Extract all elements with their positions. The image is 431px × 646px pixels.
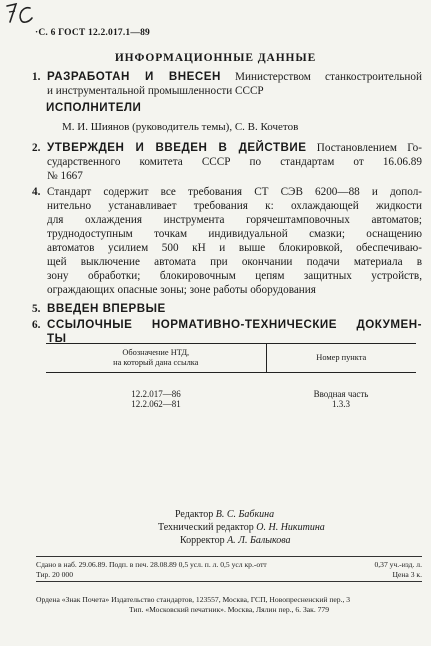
editorial-credits — [158, 508, 325, 547]
item-number: 2. — [32, 142, 41, 154]
item-lead: ТЫ — [47, 332, 67, 345]
item-text: труднодоступным точкам индивидуальной смазки; оснащению — [47, 228, 422, 240]
printer-line: Тип. «Московский печатник». Москва, Лялин пер., 6. Зак. 779 — [128, 605, 330, 614]
col-header-document: Обозначение НТД, на который дана ссылка — [46, 344, 266, 373]
item-text: ограждающих опасные зоны; зоне работы оборудования — [47, 284, 316, 296]
item-number: 5. — [32, 303, 41, 315]
item-number: 4. — [32, 186, 41, 198]
item-number: 1. — [32, 71, 41, 83]
item-reference-docs — [32, 318, 422, 346]
item-developed — [32, 70, 422, 98]
item-text: Стандарт содержит все требования СТ СЭВ 6200—88 и допол- — [47, 186, 422, 198]
item-lead: РАЗРАБОТАН И ВНЕСЕН — [47, 70, 221, 83]
imprint-text: Цена 3 к. — [392, 569, 422, 579]
col-header-clause: Номер пункта — [266, 344, 416, 373]
item-text: сударственного комитета СССР по стандартам от 16.06.89 — [47, 156, 422, 168]
reference-table — [46, 343, 416, 409]
item-text: автоматов усилием 500 кН и выше блокировкой, обеспечиваю- — [47, 242, 422, 254]
item-lead: УТВЕРЖДЕН И ВВЕДЕН В ДЕЙСТВИЕ — [47, 141, 307, 154]
item-text: зону обработки; блокировочным цепям защитных устройств, — [47, 270, 422, 282]
tech-editor-line: Технический редактор О. Н. Никитина — [158, 522, 325, 533]
item-text: Постановлением Го- — [316, 142, 422, 154]
item-number: 6. — [32, 319, 41, 331]
item-approved — [32, 141, 422, 183]
item-text: и инструментальной промышленности СССР — [47, 85, 264, 97]
publisher-line: Ордена «Знак Почета» Издательство стандартов, 123557, Москва, ГСП, Новопресненский пер., 3 — [36, 595, 351, 604]
item-text: щей выключение автомата при окончании подачи материала в — [47, 256, 422, 268]
table-cell-doc: 12.2.017—86 — [131, 388, 181, 399]
item-lead: ССЫЛОЧНЫЕ НОРМАТИВНО-ТЕХНИЧЕСКИЕ ДОКУМЕН- — [47, 318, 422, 331]
table-row — [46, 389, 416, 399]
item-text: нительно устанавливает требования к: охлаждающей жидкости — [47, 200, 422, 212]
imprint-text: Тир. 20 000 — [36, 569, 73, 579]
item-lead: ВВЕДЕН ВПЕРВЫЕ — [47, 302, 166, 315]
table-header-row — [46, 344, 416, 373]
imprint-text: Сдано в наб. 29.06.89. Подп. в печ. 28.08.89 0,5 усл. п. л. 0,5 усл кр.-отт — [36, 560, 267, 569]
item-text: Министерством станкостроительной — [235, 71, 422, 83]
table-cell-clause: 1.3.3 — [332, 398, 350, 409]
handwritten-mark — [4, 0, 38, 28]
table-row — [46, 399, 416, 409]
print-imprint — [36, 560, 422, 579]
editor-line: Редактор В. С. Бабкина — [175, 509, 275, 520]
divider — [36, 556, 422, 557]
table-cell-doc: 12.2.062—81 — [131, 398, 181, 409]
executors-label: ИСПОЛНИТЕЛИ — [46, 101, 142, 114]
publisher-info — [36, 595, 422, 615]
item-text: для охлаждения инструмента горячештамповочных автоматов; — [47, 214, 422, 226]
proofreader-line: Корректор А. Л. Балыкова — [180, 535, 291, 546]
item-first-introduced — [32, 302, 422, 316]
divider — [36, 581, 422, 582]
page-title: ИНФОРМАЦИОННЫЕ ДАННЫЕ — [114, 52, 317, 64]
item-requirements — [32, 185, 422, 297]
imprint-text: 0,37 уч.-изд. л. — [374, 560, 422, 569]
page-header: ·С. 6 ГОСТ 12.2.017.1—89 — [35, 28, 150, 38]
table-cell-clause: Вводная часть — [313, 388, 369, 399]
item-text: № 1667 — [47, 170, 83, 182]
executors-line: М. И. Шиянов (руководитель темы), С. В. Кочетов — [62, 121, 299, 133]
